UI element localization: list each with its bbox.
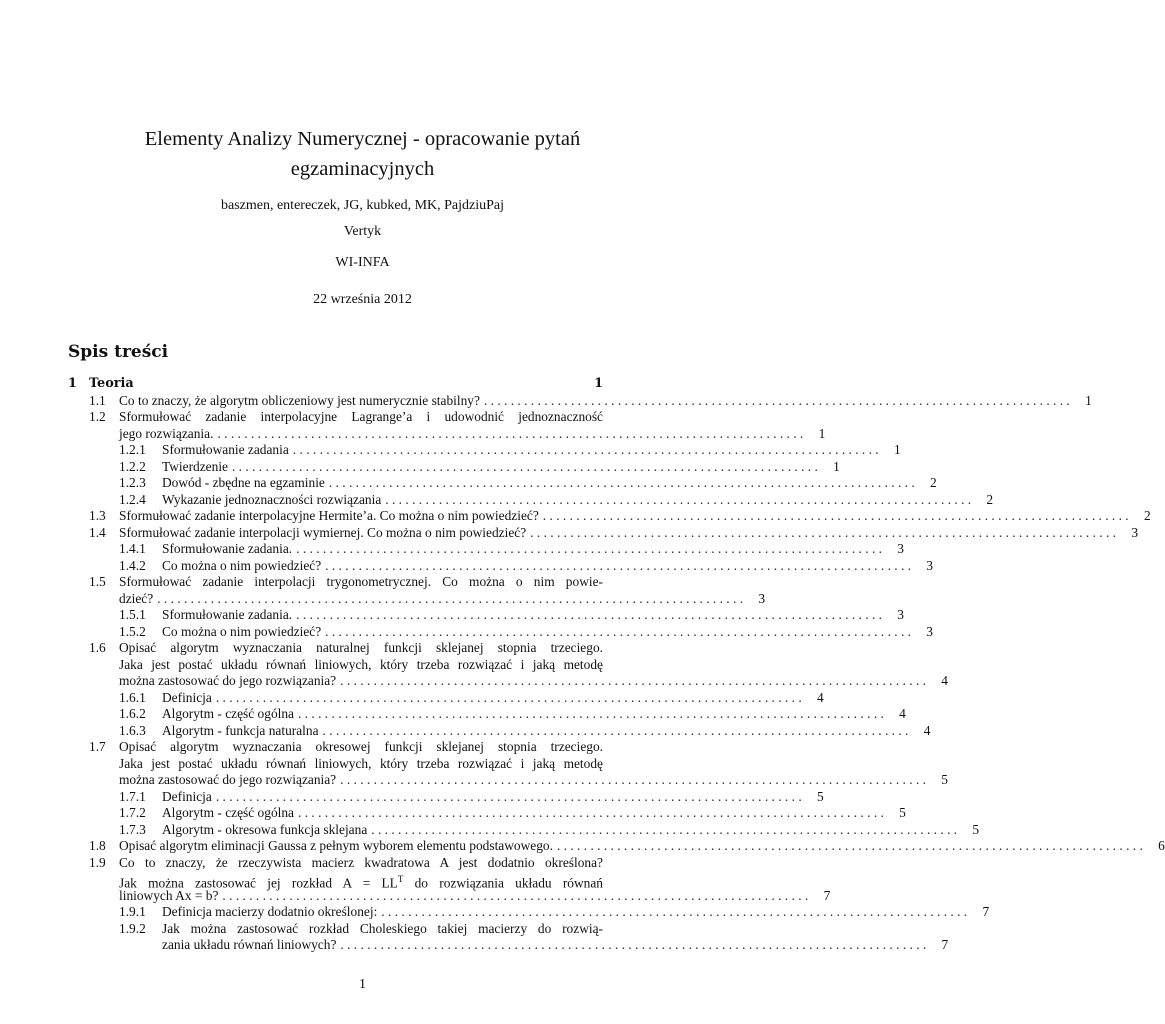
toc-entry-number: 1.4 bbox=[89, 524, 106, 540]
toc-entry[interactable] bbox=[0, 920, 949, 954]
toc-entry-title: Opisać algorytm eliminacji Gaussa z pełnym wyborem elementu podstawowego. bbox=[119, 838, 553, 853]
toc-entry-number: 1.5.2 bbox=[119, 623, 146, 639]
toc-entry-page: 4 bbox=[941, 673, 948, 688]
document-title-line-2: egzaminacyjnych bbox=[290, 158, 435, 180]
toc-entry-title: można zastosować do jego rozwiązania? bbox=[119, 673, 337, 688]
toc-entry-page: 4 bbox=[923, 722, 931, 738]
toc-entry-number: 1.5.1 bbox=[119, 607, 146, 622]
toc-entry[interactable] bbox=[0, 442, 901, 459]
toc-entry-title: Jaka jest postać układu równań liniowych, który trzeba rozwiązać i jaką metodę bbox=[119, 755, 603, 771]
toc-entry-page: 4 bbox=[899, 706, 906, 721]
toc-dot-leader bbox=[336, 772, 926, 789]
toc-entry[interactable] bbox=[0, 574, 766, 607]
toc-dot-leader bbox=[294, 805, 884, 822]
toc-entry-number: 1.2 bbox=[89, 409, 106, 424]
toc-entry-page: 3 bbox=[897, 541, 904, 556]
toc-entry-page: 1 bbox=[1085, 392, 1092, 408]
toc-entry-title: Algorytm - okresowa funkcja sklejana bbox=[162, 821, 368, 837]
toc-entry-number: 1.6.1 bbox=[119, 689, 146, 705]
toc-entry-title: Teoria bbox=[89, 376, 134, 391]
toc-entry-number: 1.3 bbox=[89, 508, 106, 523]
toc-entry[interactable] bbox=[0, 904, 990, 921]
toc-entry-number: 1.5 bbox=[89, 574, 106, 589]
toc-entry-number: 1.2.4 bbox=[119, 491, 146, 507]
toc-entry-title: zania układu równań liniowych? bbox=[162, 937, 337, 952]
toc-entry-page: 1 bbox=[833, 458, 840, 474]
toc-entry-title: Sformułowanie zadania. bbox=[162, 607, 293, 622]
toc-entry-number: 1 bbox=[68, 376, 77, 391]
toc-dot-leader bbox=[367, 822, 957, 839]
toc-entry-title: Algorytm - funkcja naturalna bbox=[162, 722, 319, 738]
page-number: 1 bbox=[359, 977, 366, 992]
toc-entry[interactable] bbox=[0, 739, 948, 789]
toc-entry-title: jego rozwiązania. bbox=[119, 425, 214, 441]
toc-heading: Spis treści bbox=[68, 342, 169, 362]
document-authors: baszmen, entereczek, JG, kubked, MK, PajdziuPaj bbox=[220, 198, 505, 213]
toc-dot-leader bbox=[336, 673, 926, 690]
toc-dot-leader bbox=[213, 426, 803, 443]
toc-entry-title: Opisać algorytm wyznaczania naturalnej funkcji sklejanej stopnia trzeciego. bbox=[119, 640, 603, 655]
toc-dot-leader bbox=[539, 508, 1129, 525]
toc-dot-leader bbox=[321, 558, 911, 575]
toc-entry-title: Dowód - zbędne na egzaminie bbox=[162, 475, 325, 490]
toc-entry[interactable] bbox=[0, 722, 931, 740]
toc-entry-number: 1.7.3 bbox=[119, 821, 146, 837]
toc-dot-leader bbox=[480, 393, 1070, 410]
toc-entry-title: można zastosować do jego rozwiązania? bbox=[119, 772, 337, 787]
toc-dot-leader bbox=[212, 690, 802, 707]
toc-entry[interactable] bbox=[0, 821, 980, 839]
toc-entry[interactable] bbox=[0, 541, 904, 558]
toc-entry[interactable] bbox=[0, 409, 826, 442]
toc-entry-page: 3 bbox=[926, 557, 933, 573]
toc-entry-title: Twierdzenie bbox=[162, 458, 228, 474]
document-title-line-1: Elementy Analizy Numerycznej - opracowanie pytań bbox=[144, 128, 581, 150]
toc-entry-page: 6 bbox=[1158, 838, 1165, 853]
toc-entry-number: 1.2.1 bbox=[119, 442, 146, 457]
toc-entry-page: 2 bbox=[930, 475, 937, 490]
toc-entry[interactable] bbox=[0, 623, 933, 641]
toc-dot-leader bbox=[218, 888, 808, 905]
toc-entry[interactable] bbox=[0, 788, 824, 806]
toc-dot-leader bbox=[228, 459, 818, 476]
toc-entry-title: Sformułować zadanie interpolacyjne Hermite’a. Co można o nim powiedzieć? bbox=[119, 508, 539, 523]
toc-entry-title: Algorytm - część ogólna bbox=[162, 706, 295, 721]
toc-entry-title: Definicja bbox=[162, 788, 212, 804]
toc-entry-page: 7 bbox=[823, 887, 831, 903]
toc-entry-number: 1.8 bbox=[89, 838, 106, 853]
toc-entry-page: 1 bbox=[893, 442, 901, 457]
toc-dot-leader bbox=[289, 442, 879, 459]
toc-entry-page: 5 bbox=[816, 788, 824, 804]
toc-entry-title: Sformułowanie zadania bbox=[162, 442, 289, 457]
toc-entry[interactable] bbox=[0, 689, 824, 707]
toc-entry-title: dzieć? bbox=[119, 590, 154, 606]
toc-entry-page: 7 bbox=[941, 937, 949, 952]
toc-entry-number: 1.9.2 bbox=[119, 920, 146, 936]
toc-entry-title: Sformułować zadanie interpolacji trygonometrycznej. Co można o nim powie- bbox=[119, 574, 603, 589]
toc-entry-page: 3 bbox=[758, 590, 766, 606]
toc-entry-page: 3 bbox=[1131, 524, 1139, 540]
toc-entry-page: 3 bbox=[926, 623, 933, 639]
toc-entry-number: 1.6.3 bbox=[119, 722, 146, 738]
toc-entry-page: 1 bbox=[594, 376, 603, 391]
toc-entry-title: liniowych Ax = b? bbox=[119, 887, 219, 903]
toc-entry-page: 4 bbox=[816, 689, 824, 705]
toc-entry-title: Sformułować zadanie interpolacji wymiernej. Co można o nim powiedzieć? bbox=[119, 524, 527, 540]
toc-entry-title: Co to znaczy, że algorytm obliczeniowy jest numerycznie stabilny? bbox=[119, 392, 480, 408]
toc-entry-title: Jaka jest postać układu równań liniowych, który trzeba rozwiązać i jaką metodę bbox=[119, 656, 603, 672]
toc-dot-leader bbox=[294, 706, 884, 723]
toc-entry-title: Co to znaczy, że rzeczywista macierz kwadratowa A jest dodatnio określona? bbox=[119, 854, 603, 870]
toc-entry[interactable] bbox=[0, 491, 994, 509]
toc-entry-title: Co można o nim powiedzieć? bbox=[162, 557, 322, 573]
toc-entry-number: 1.9 bbox=[89, 854, 106, 870]
toc-entry[interactable] bbox=[0, 392, 1092, 410]
toc-dot-leader bbox=[321, 624, 911, 641]
toc-dot-leader bbox=[153, 591, 743, 608]
toc-entry-page: 1 bbox=[818, 425, 826, 441]
toc-dot-leader bbox=[381, 492, 971, 509]
toc-entry-page: 2 bbox=[1143, 508, 1151, 523]
toc-entry-number: 1.4.1 bbox=[119, 541, 146, 556]
toc-entry-number: 1.4.2 bbox=[119, 557, 146, 573]
toc-entry[interactable] bbox=[0, 508, 1151, 525]
toc-entry-title: Sformułować zadanie interpolacyjne Lagrange’a i udowodnić jednoznaczność bbox=[119, 409, 603, 424]
toc-dot-leader bbox=[377, 904, 967, 921]
toc-entry-page: 5 bbox=[941, 772, 948, 787]
toc-entry[interactable] bbox=[0, 557, 933, 575]
toc-dot-leader bbox=[526, 525, 1116, 542]
toc-entry-number: 1.6.2 bbox=[119, 706, 146, 721]
document-affiliation: WI-INFA bbox=[335, 255, 390, 270]
toc-entry-number: 1.9.1 bbox=[119, 904, 146, 919]
toc-entry-page: 3 bbox=[897, 607, 904, 622]
toc-entry[interactable] bbox=[0, 607, 904, 624]
document-title bbox=[70, 124, 655, 184]
toc-entry-number: 1.7.2 bbox=[119, 805, 146, 820]
table-of-contents bbox=[0, 376, 1165, 954]
document-author-2: Vertyk bbox=[343, 224, 382, 239]
toc-entry-title: Sformułowanie zadania. bbox=[162, 541, 293, 556]
toc-entry-title: Jak można zastosować jej rozkład $A = LL^T$ do rozwiązania układu równań bbox=[119, 874, 603, 891]
toc-entry[interactable] bbox=[0, 706, 906, 723]
toc-entry-page: 5 bbox=[899, 805, 906, 820]
toc-dot-leader bbox=[553, 838, 1143, 855]
toc-dot-leader bbox=[336, 937, 926, 954]
toc-dot-leader bbox=[212, 789, 802, 806]
toc-entry-title: Definicja bbox=[162, 689, 212, 705]
document-date: 22 września 2012 bbox=[313, 292, 412, 307]
toc-dot-leader bbox=[325, 475, 915, 492]
toc-entry[interactable] bbox=[0, 805, 906, 822]
toc-dot-leader bbox=[292, 541, 882, 558]
toc-entry-page: 7 bbox=[982, 904, 990, 919]
toc-entry[interactable] bbox=[0, 838, 1165, 855]
toc-entry-title: Definicja macierzy dodatnio określonej: bbox=[162, 904, 378, 919]
toc-entry-title: Jak można zastosować rozkład Choleskiego takiej macierzy do rozwią- bbox=[162, 920, 603, 936]
toc-entry[interactable] bbox=[0, 376, 725, 393]
toc-entry-number: 1.7.1 bbox=[119, 788, 146, 804]
toc-entry-title: Wykazanie jednoznaczności rozwiązania bbox=[162, 491, 382, 507]
toc-entry-title: Opisać algorytm wyznaczania okresowej funkcji sklejanej stopnia trzeciego. bbox=[119, 739, 603, 754]
toc-dot-leader bbox=[292, 607, 882, 624]
toc-entry-title: Algorytm - część ogólna bbox=[162, 805, 295, 820]
toc-entry-title: Co można o nim powiedzieć? bbox=[162, 623, 322, 639]
toc-entry-page: 5 bbox=[972, 821, 980, 837]
toc-entry-number: 1.2.3 bbox=[119, 475, 146, 490]
toc-dot-leader bbox=[319, 723, 909, 740]
toc-entry-number: 1.6 bbox=[89, 640, 106, 655]
toc-entry[interactable] bbox=[0, 640, 948, 690]
toc-entry-number: 1.7 bbox=[89, 739, 106, 754]
toc-entry-number: 1.1 bbox=[89, 392, 106, 408]
toc-entry[interactable] bbox=[0, 475, 937, 492]
toc-entry[interactable] bbox=[0, 524, 1139, 542]
toc-entry-page: 2 bbox=[986, 491, 994, 507]
toc-entry-number: 1.2.2 bbox=[119, 458, 146, 474]
toc-entry[interactable] bbox=[0, 854, 831, 905]
toc-entry[interactable] bbox=[0, 458, 840, 476]
